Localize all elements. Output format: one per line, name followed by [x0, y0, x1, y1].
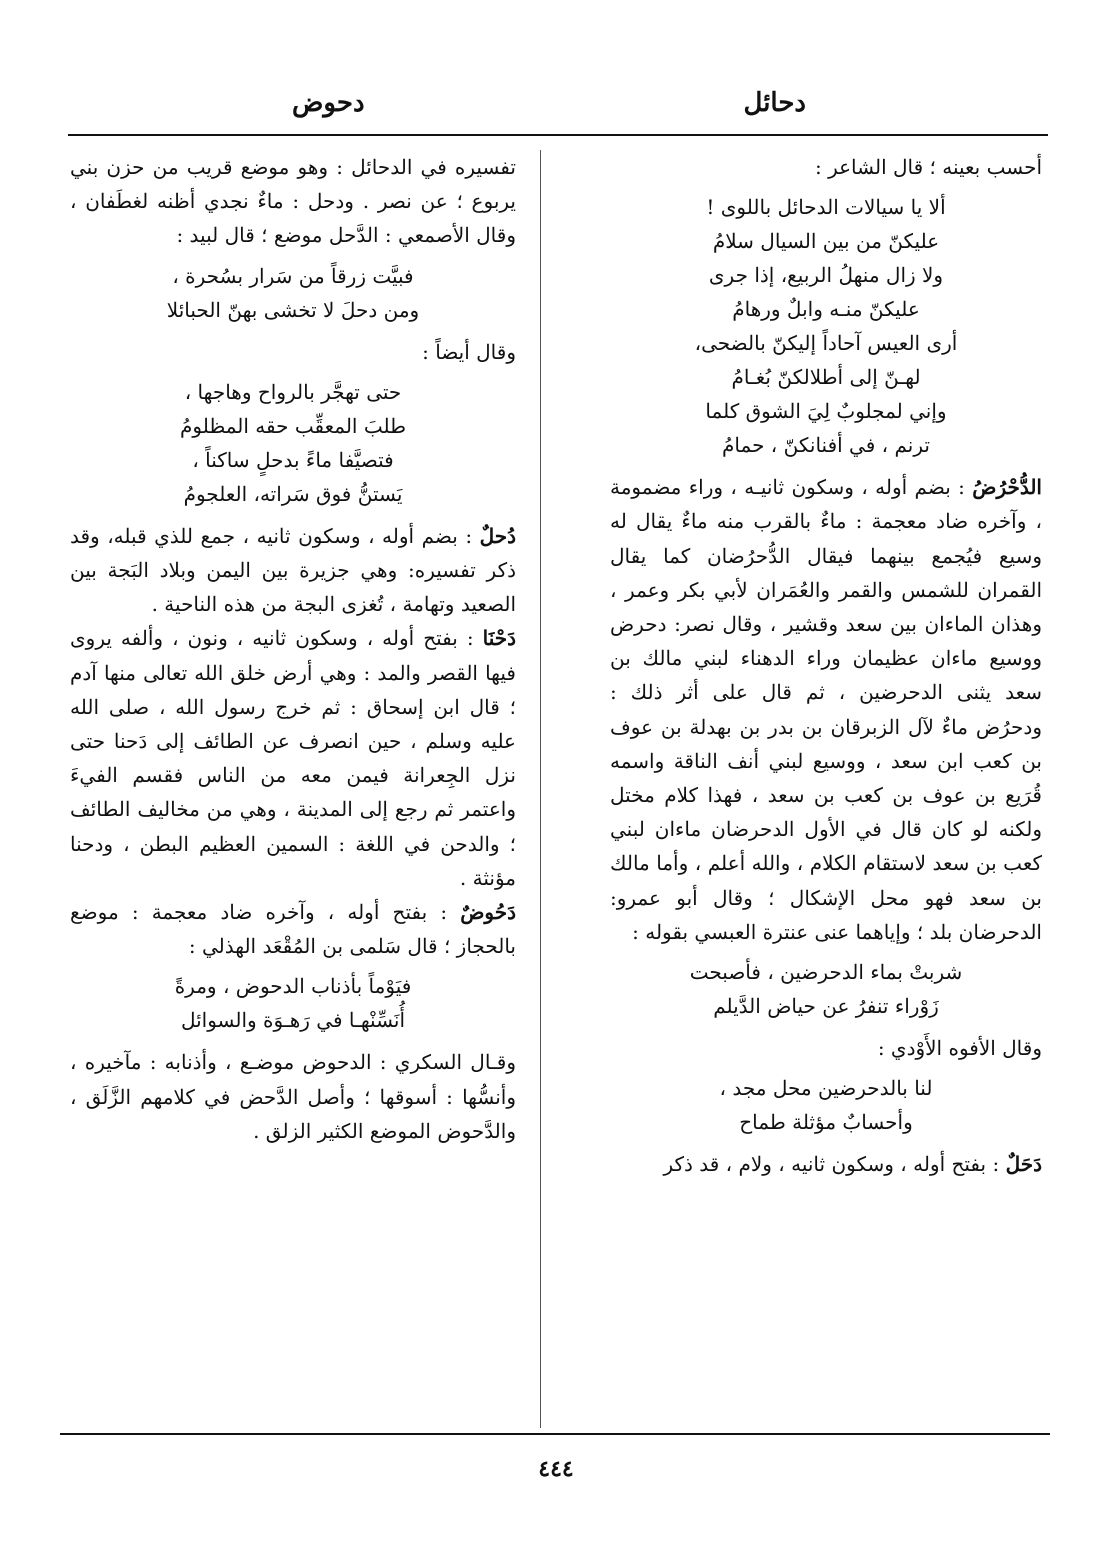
verse-line: ومن دحلَ لا تخشى بهنّ الحبائلا: [166, 297, 420, 322]
verse-line: أرى العيس آحاداً إليكنّ بالضحى،: [694, 331, 958, 356]
verse-line: فيَوْماً بأذناب الدحوض ، ومرةً: [174, 974, 412, 999]
running-header-right: دحائل: [743, 88, 806, 118]
verse-line: ترنم ، في أفنانكنّ ، حمامُ: [722, 433, 930, 458]
entry-headword: الدُّحْرُضُ: [972, 475, 1042, 500]
column-divider: [540, 150, 541, 1428]
verse-line: حتى تهجَّر بالرواح وهاجها ،: [184, 379, 402, 404]
verse-line: أُنَسِّنْهـا في رَهـوَة والسوائل: [180, 1008, 406, 1033]
verse-line: ولا زال منهلُ الربيع، إذا جرى: [708, 263, 944, 288]
right-column: [610, 150, 1042, 1181]
verse-line: لهـنّ إلى أطلالكنّ بُغـامُ: [731, 365, 921, 390]
left-sukkari: وقـال السكري : الدحوض موضـع ، وأذنابه : مآخيره ، وأنسُّها : أسوقها ؛ وأصل الدَّحض في كلامهم الزَّلَق ، والدَّحوض الموضع الكثير الزلق .: [70, 1050, 516, 1143]
entry-headword: دَحُوضٌ: [460, 900, 516, 925]
verse-block-afwah: [610, 1071, 1042, 1139]
verse-block-sayalat: [610, 190, 1042, 462]
entry-dahl: [610, 1147, 1042, 1181]
verse-line: فتصيَّفا ماءً بدحلٍ ساكناً ،: [192, 447, 394, 472]
verse-line: شربتْ بماء الدحرضين ، فأصبحت: [689, 960, 963, 985]
verse-block-labid-1: [70, 259, 516, 327]
entry-dahna: [70, 621, 516, 895]
verse-block-antara: [610, 955, 1042, 1023]
entry-duhl: [70, 519, 516, 622]
entry-text: : بفتح أوله ، وآخره ضاد معجمة : موضع بالحجاز ؛ قال سَلمى بن المُقْعَد الهذلي :: [70, 900, 516, 959]
left-continuation: تفسيره في الدحائل : وهو موضع قريب من حزن بني يربوع ؛ عن نصر . ودحل : ماءٌ نجدي أظنه لغطَفان ، وقال الأصمعي : الدَّحل موضع ؛ قال لبيد :: [70, 155, 516, 248]
entry-headword: دَحَلٌ: [1005, 1152, 1042, 1177]
entry-text: : بفتح أوله ، وسكون ثانيه ، ولام ، قد ذكر: [663, 1152, 1000, 1177]
entry-dahud: [70, 895, 516, 963]
entry-headword: دَحْنَا: [482, 626, 517, 651]
verse-line: وإني لمجلوبٌ لِيَ الشوق كلما: [705, 399, 947, 424]
verse-line: طلبَ المعقِّب حقه المظلومُ: [179, 413, 407, 438]
verse-line: عليكنّ منـه وابلٌ ورهامُ: [732, 297, 920, 322]
header-rule: [68, 134, 1048, 136]
right-intro: أحسب بعينه ؛ قال الشاعر :: [814, 155, 1042, 179]
verse-line: فبيَّت زرقاً من سَرار بسُحرة ،: [172, 263, 414, 288]
entry-text: : بضم أوله ، وسكون ثانيه ، جمع للذي قبله، وقد ذكر تفسيره: وهي جزيرة بين اليمن وبلاد البَجة بين الصعيد وتهامة ، تُغزى البجة من هذه الناحية .: [70, 523, 516, 617]
verse-line: يَستنُّ فوق سَراته، العلجومُ: [183, 481, 403, 506]
right-intro-afwah: وقال الأفوه الأَوْدي :: [877, 1036, 1042, 1061]
left-column: [70, 150, 516, 1148]
entry-duhrud: [610, 470, 1042, 949]
entry-text: : بضم أوله ، وسكون ثانيـه ، وراء مضمومة ، وآخره ضاد معجمة : ماءٌ بالقرب منه ماءٌ يقال له وسيع فيُجمع بينهما فيقال الدُّحرُضان كما يقال القمران للشمس والقمر والعُمَران لأبي بكر وعمر ، وهذان الماءان بين سعد وقشير ، وقال نصر: دحرض ووسيع ماءان عظيمان وراء الدهناء لبني مالك بن سعد يثنى الدحرضين ، ثم قال على أثر ذلك : ودحرُض ماءٌ لآل الزبرقان بن بدر بن بهدلة بن عوف بن كعب ابن سعد ، ووسيع لبني أنف الناقة واسمه قُرَيع بن عوف بن كعب بن سعد ، فهذا كلام مختل ولكنه لو كان قال في الأول الدحرضان ماءان لبني كعب بن سعد لاستقام الكلام ، والله أعلم ، وأما مالك بن سعد فهو محل الإشكال ؛ وقال أبو عمرو: الدحرضان بلد ؛ وإياهما عنى عنترة العبسي بقوله :: [610, 475, 1042, 944]
verse-line: ألا يا سيالات الدحائل باللوى !: [706, 195, 946, 220]
left-intro-also: وقال أيضاً :: [422, 339, 516, 364]
page-number: ٤٤٤: [538, 1456, 574, 1482]
verse-line: وأحسابٌ مؤثلة طماح: [739, 1110, 913, 1135]
footer-rule: [60, 1433, 1050, 1435]
verse-block-salma: [70, 969, 516, 1037]
verse-line: عليكنّ من بين السيال سلامُ: [712, 229, 940, 254]
running-header-left: دحوض: [292, 88, 365, 118]
entry-text: : بفتح أوله ، وسكون ثانيه ، ونون ، وألفه يروى فيها القصر والمد : وهي أرض خلق الله تعالى منها آدم ؛ قال ابن إسحاق : ثم خرج رسول الله ، صلى الله عليه وسلم ، حين انصرف عن الطائف إلى دَحنا حتى نزل الجِعرانة فيمن معه من الناس فقسم الفيءَ واعتمر ثم رجع إلى المدينة ، وهي من مخاليف الطائف ؛ والدحن في اللغة : السمين العظيم البطن ، ودحنا مؤنثة .: [70, 626, 516, 890]
verse-block-labid-2: [70, 375, 516, 511]
entry-headword: دُحلٌ: [479, 523, 516, 548]
verse-line: زَوْراء تنفرُ عن حياض الدَّيلم: [713, 994, 939, 1019]
verse-line: لنا بالدحرضين محل مجد ،: [719, 1076, 933, 1101]
